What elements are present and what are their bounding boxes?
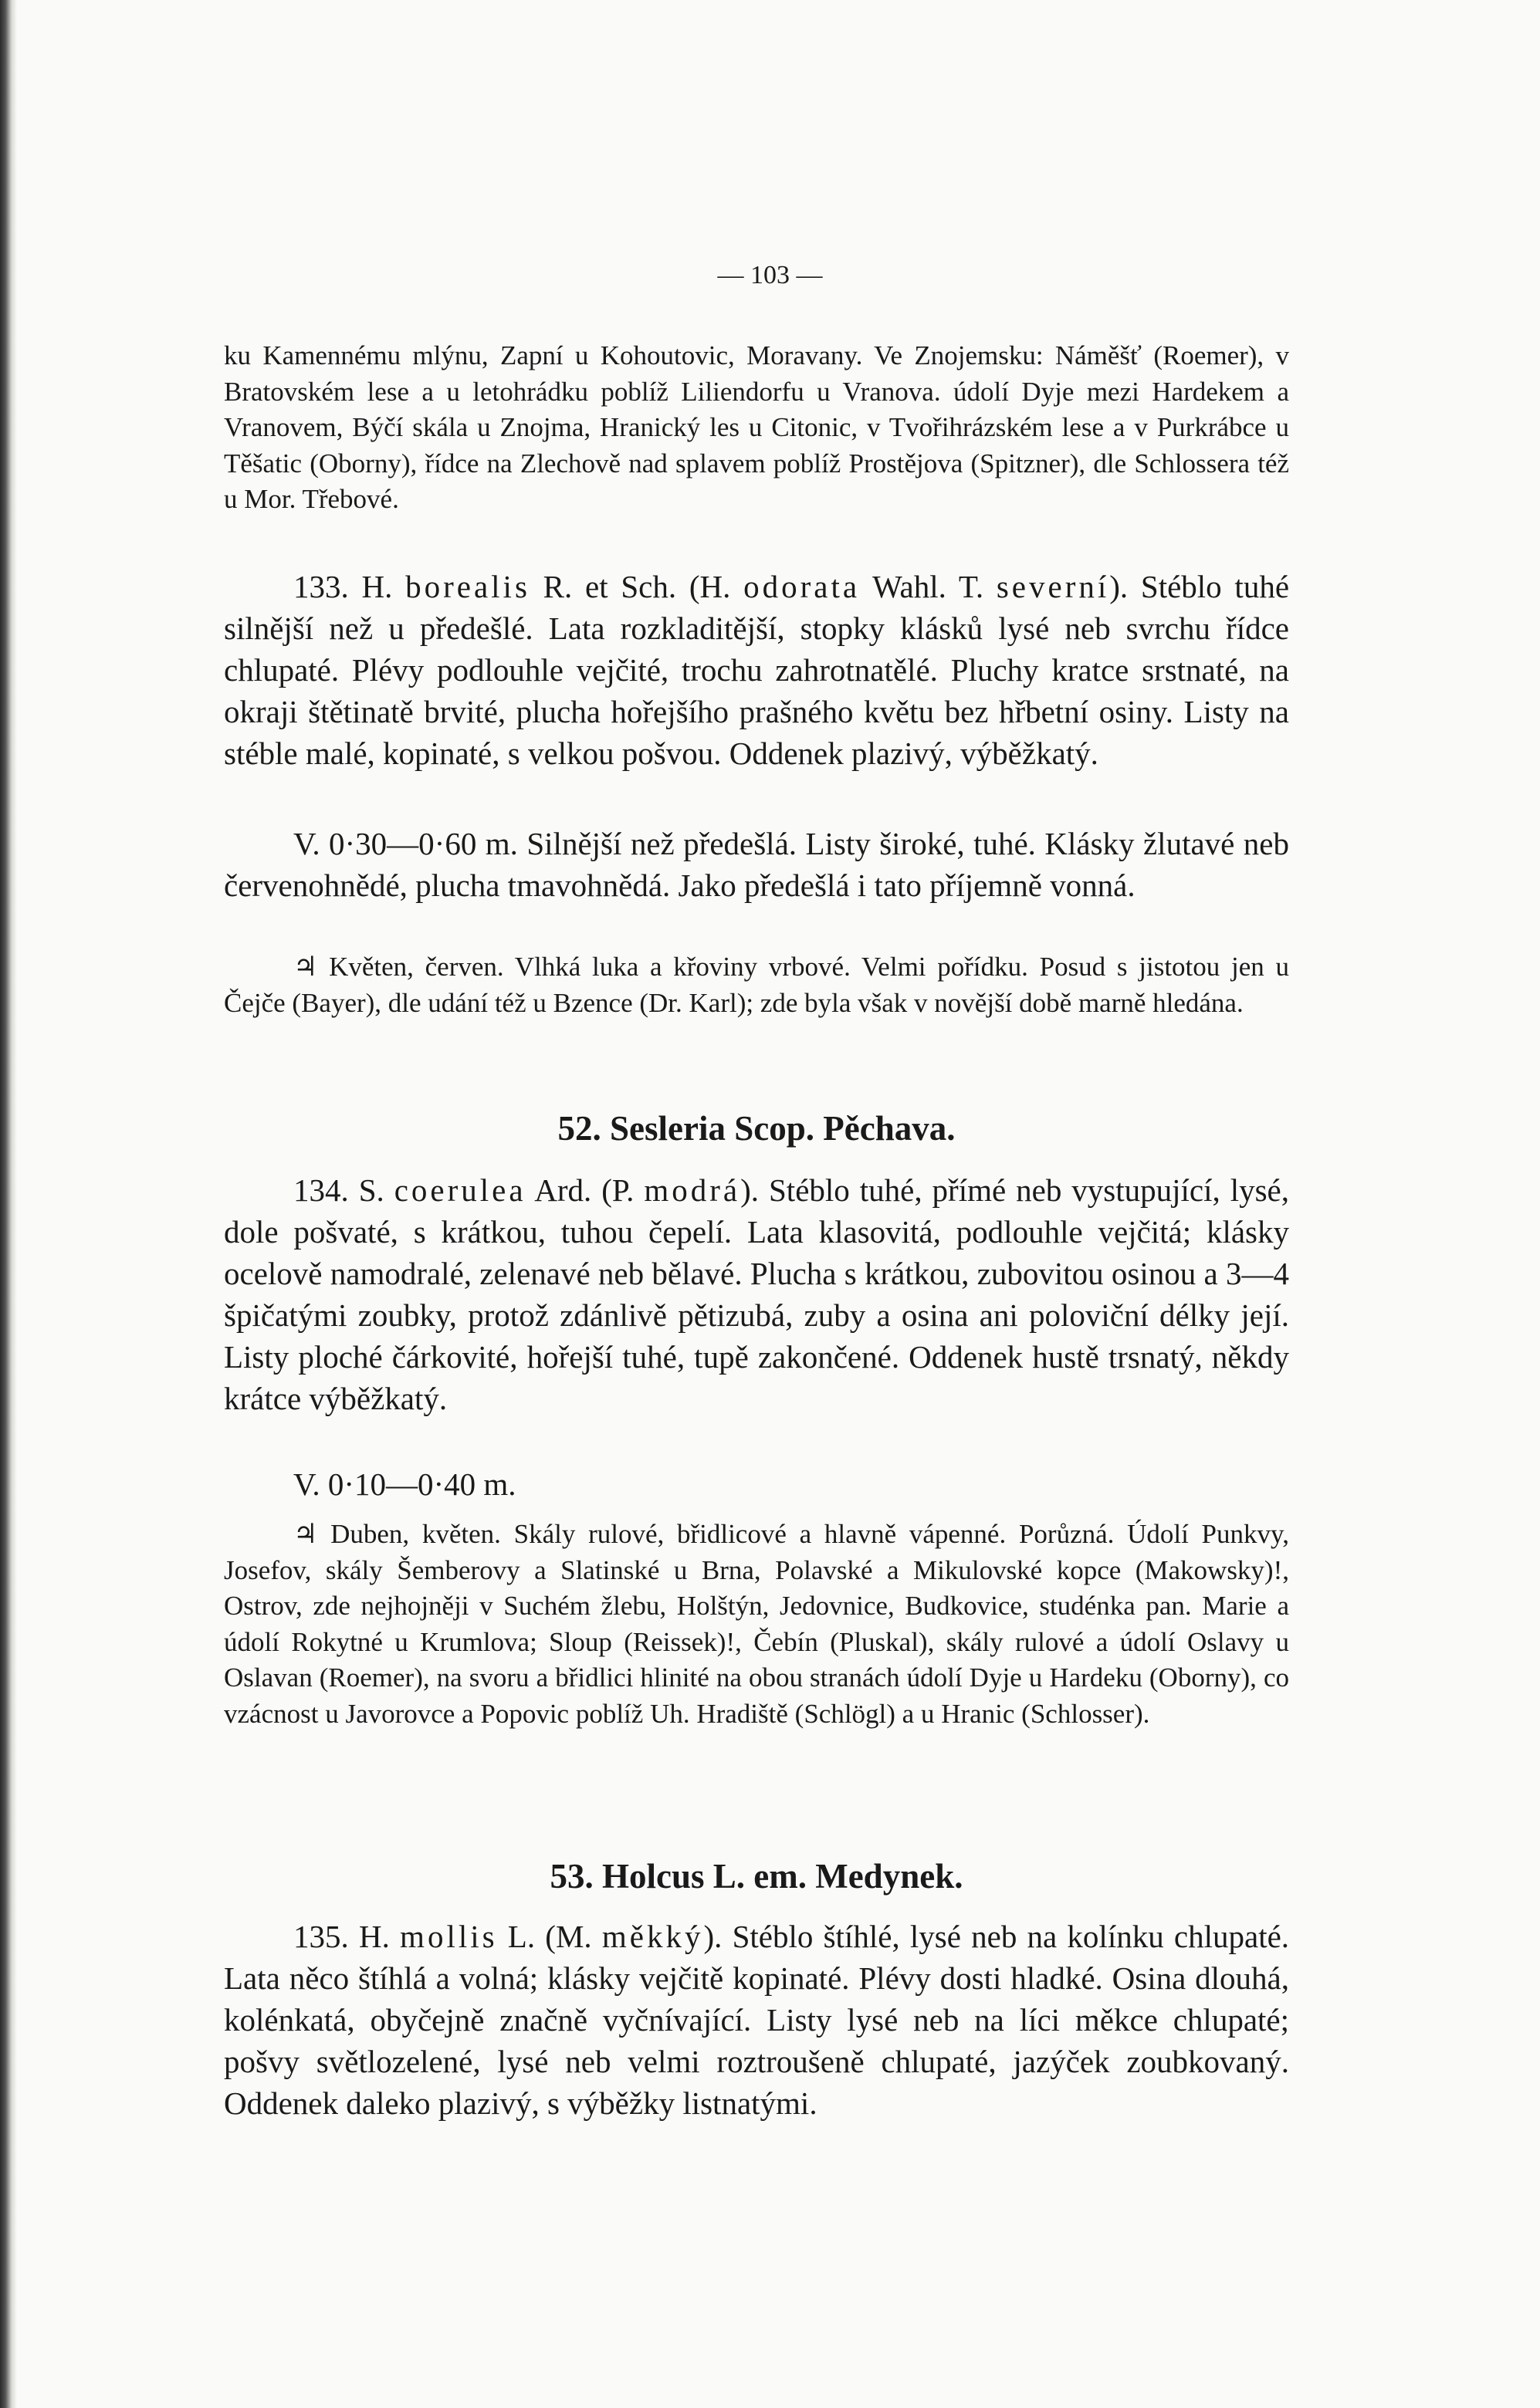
species-author: L. (M. [507,1919,592,1954]
genus-53-heading: 53. Holcus L. em. Medynek. [550,1857,963,1896]
species-135-description [224,1916,1289,2124]
species-latin-name: coerulea [394,1172,526,1208]
page-number: — 103 — [717,261,823,289]
species-czech-name: měkký [601,1919,704,1954]
species-number: 135. H. [293,1919,390,1954]
genus-52-heading: 52. Sesleria Scop. Pěchava. [557,1109,956,1148]
species-description-text: ). Stéblo tuhé, přímé neb vystupující, lysé, dole pošvaté, s krátkou, tuhou čepelí. Lata klasovitá, podlouhle vejčitá; klásky ocelově namodralé, zelenavé neb bělavé. Plucha s krátkou, zubovitou osinou a 3—4 špičatými zoubky, protož zdánlivě pětizubá, zuby a osina ani poloviční délky její. Listy ploché čárkovité, hořejší tuhé, tupě zakončené. Oddenek hustě trsnatý, někdy krátce výběžkatý. [224,1172,1290,1416]
species-czech-name: severní [996,569,1110,604]
species-author: Ard. (P. [534,1172,635,1208]
species-latin-name: borealis [405,569,530,604]
species-134-size: V. 0·10—0·40 m. [293,1466,516,1502]
species-133-description [224,566,1289,774]
species-number: 133. H. [293,569,393,604]
species-133-habitat: ♃ Květen, červen. Vlhká luka a křoviny vrbové. Velmi pořídku. Posud s jistotou jen u Čejče (Bayer), dle udání též u Bzence (Dr. Karl); zde byla však v novější době marně hledána. [224,952,1289,1018]
species-author: R. et Sch. (H. [543,569,731,604]
species-description-text: ). Stéblo tuhé silnější než u předešlé. Lata rozkladitější, stopky klásků lysé neb svrchu řídce chlupaté. Plévy podlouhle vejčité, trochu zahrotnatělé. Pluchy kratce srstnaté, na okraji štětinatě brvité, plucha hořejšího prašného květu bez hřbetní osiny. Listy na stéble malé, kopinaté, s velkou pošvou. Oddenek plazivý, výběžkatý. [224,569,1290,771]
book-spine-edge [0,0,17,2408]
species-synonym: odorata [743,569,861,604]
synonym-author: Wahl. T. [872,569,984,604]
species-number: 134. S. [293,1172,384,1208]
species-czech-name: modrá [644,1172,741,1208]
species-latin-name: mollis [400,1919,498,1954]
species-134-description [224,1169,1289,1419]
species-133-size: V. 0·30—0·60 m. Silnější než předešlá. Listy široké, tuhé. Klásky žlutavé neb červenohnědé, plucha tmavohnědá. Jako předešlá i tato příjemně vonná. [224,826,1289,903]
species-134-habitat: ♃ Duben, květen. Skály rulové, břidlicové a hlavně vápenné. Porůzná. Údolí Punkvy, Josefov, skály Šemberovy a Slatinské u Brna, Polavské a Mikulovské kopce (Makowsky)!, Ostrov, zde nejhojněji v Suchém žlebu, Holštýn, Jedovnice, Budkovice, studénka pan. Marie a údolí Rokytné u Krumlova; Sloup (Reissek)!, Čebín (Pluskal), skály rulové a údolí Oslavy u Oslavan (Roemer), na svoru a břidlici hlinité na obou stranách údolí Dyje u Hardeku (Oborny), co vzácnost u Javorovce a Popovic poblíž Uh. Hradiště (Schlögl) a u Hranic (Schlosser). [224,1519,1289,1729]
continuation-paragraph: ku Kamennému mlýnu, Zapní u Kohoutovic, Moravany. Ve Znojemsku: Náměšť (Roemer), v Bratovském lese a u letohrádku poblíž Liliendorfu u Vranova. údolí Dyje mezi Hardekem a Vranovem, Býčí skála u Znojma, Hranický les u Citonic, v Tvořihrázském lese a v Purkrábce u Těšatic (Oborny), řídce na Zlechově nad splavem poblíž Prostějova (Spitzner), dle Schlossera též u Mor. Třebové. [224,340,1289,514]
species-description-text: ). Stéblo štíhlé, lysé neb na kolínku chlupaté. Lata něco štíhlá a volná; klásky vejčitě kopinaté. Plévy dosti hladké. Osina dlouhá, kolénkatá, obyčejně značně vyčnívající. Listy lysé neb na líci měkce chlupaté; pošvy světlozelené, lysé neb velmi roztroušeně chlupaté, jazýček zoubkovaný. Oddenek daleko plazivý, s výběžky listnatými. [224,1919,1290,2121]
